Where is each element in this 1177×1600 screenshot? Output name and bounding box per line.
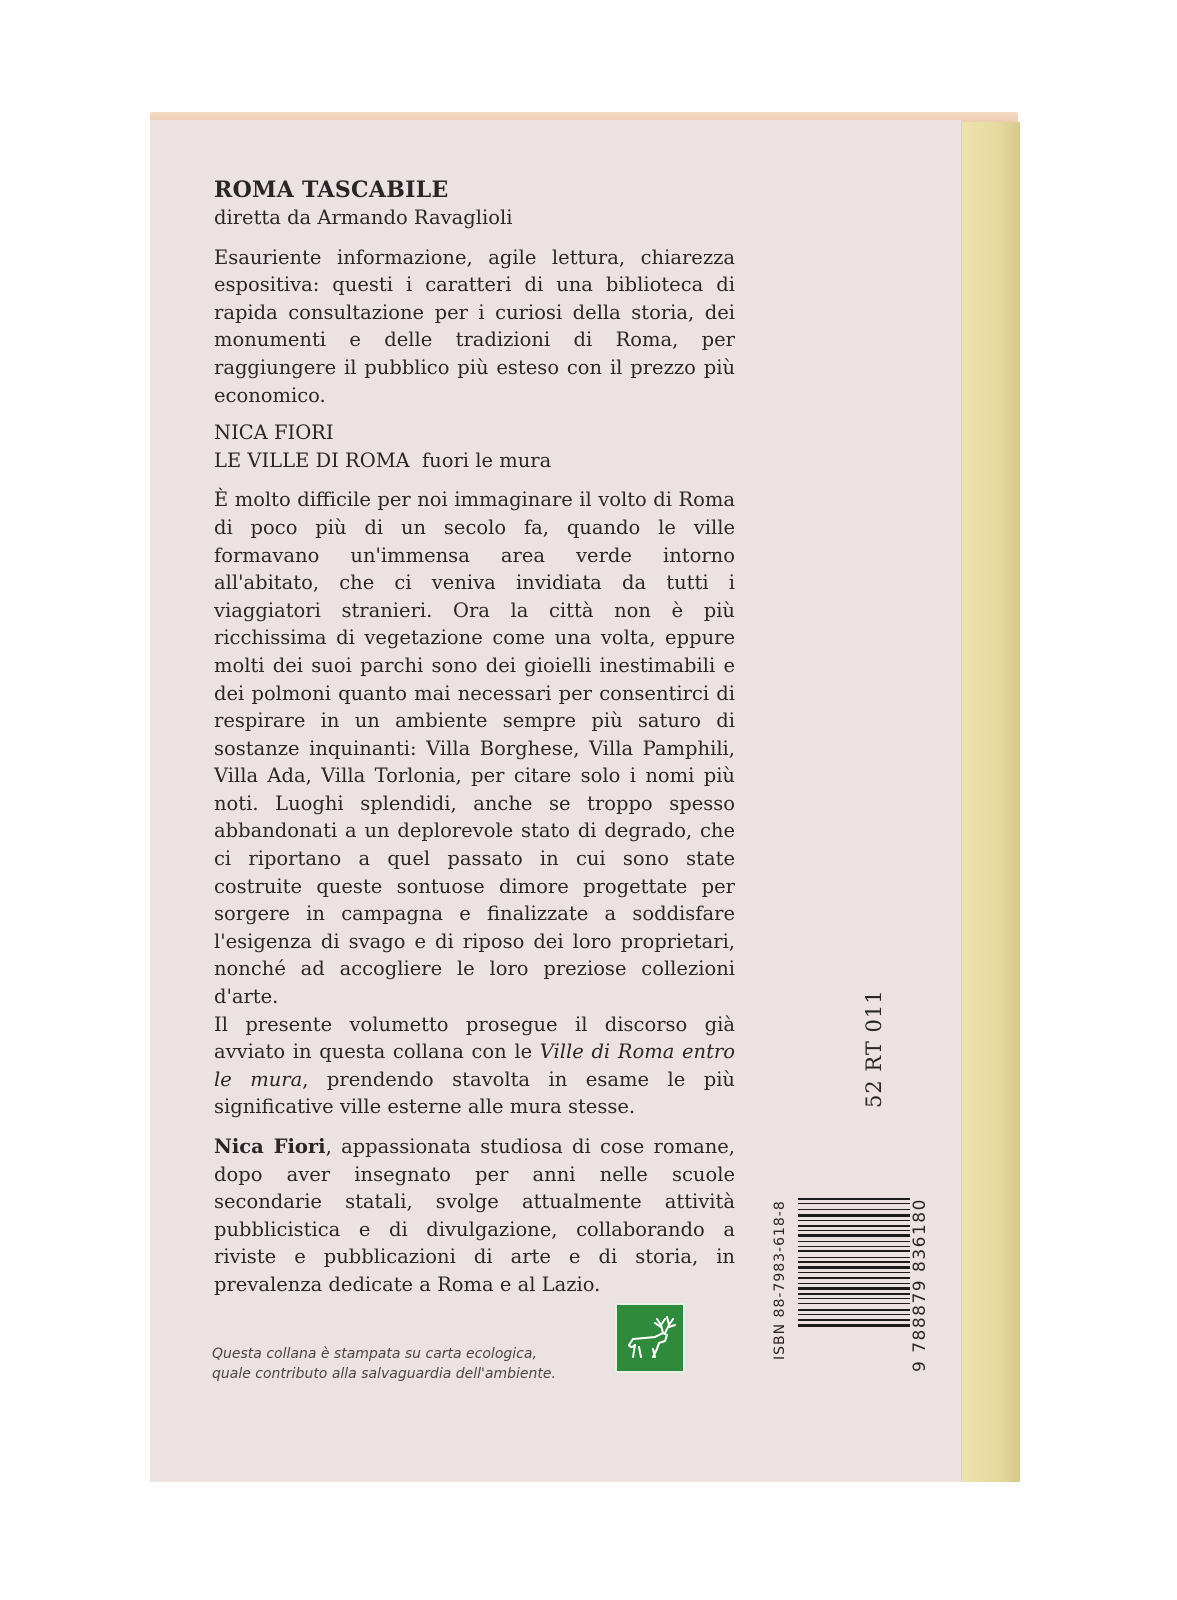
barcode-bar	[798, 1203, 910, 1204]
barcode-bar	[798, 1198, 910, 1200]
book-subtitle: fuori le mura	[421, 448, 552, 472]
cover-text	[214, 176, 735, 1299]
barcode-bar	[798, 1209, 910, 1210]
referenced-book-title: Ville di Roma entro le mura	[214, 1040, 735, 1091]
barcode-bar	[798, 1220, 910, 1221]
bio-text: , appassionata studiosa di cose romane, dopo aver insegnato per anni nelle scuole secondarie statali, svolge attualmente attività pubblicistica e di divulgazione, collaborando a riviste e pubblicazioni di arte e di storia, in prevalenza dedicate a Roma e al Lazio.	[214, 1135, 736, 1296]
barcode-bar	[798, 1246, 910, 1247]
barcode	[798, 1196, 910, 1358]
deer-eco-icon	[615, 1303, 685, 1373]
ean-number: 9 788879 836180	[910, 1198, 930, 1372]
barcode-bar	[798, 1309, 910, 1311]
bio-author-name: Nica Fiori	[214, 1135, 326, 1158]
barcode-bar	[798, 1230, 910, 1231]
description-paragraph-2-start: Il presente volumetto prosegue il discorso già avviato in questa collana con le	[214, 1012, 735, 1064]
barcode-bar	[798, 1250, 910, 1252]
series-editor: diretta da Armando Ravaglioli	[214, 206, 513, 229]
barcode-bar	[798, 1324, 910, 1327]
isbn-number: ISBN 88-7983-618-8	[772, 1200, 788, 1360]
book-page-edge	[962, 122, 1020, 1482]
series-code: 52 RT 011	[862, 989, 886, 1108]
eco-note-line-1: Questa collana è stampata su carta ecologica,	[212, 1346, 537, 1362]
book-title: LE VILLE DI ROMA	[214, 448, 410, 472]
deer-eco-icon-graphic	[617, 1305, 683, 1371]
book-author: NICA FIORI	[214, 421, 334, 445]
barcode-bar	[798, 1277, 910, 1279]
barcode-bar	[798, 1241, 910, 1242]
barcode-bar	[798, 1266, 910, 1269]
description-paragraph-2-end: , prendendo stavolta in esame le più significative ville esterne alle mura stesse.	[214, 1067, 735, 1119]
barcode-bar	[798, 1303, 910, 1304]
barcode-bar	[798, 1214, 910, 1217]
barcode-bar	[798, 1287, 910, 1290]
barcode-bar	[798, 1257, 910, 1258]
barcode-bar	[798, 1293, 910, 1295]
series-title: ROMA TASCABILE	[214, 177, 449, 203]
series-intro: Esauriente informazione, agile lettura, chiarezza espositiva: questi i caratteri di una biblioteca di rapida consultazione per i curiosi della storia, dei monumenti e delle tradizioni di Roma, per raggiungere il pubblico più esteso con il prezzo più economico.	[214, 245, 735, 407]
eco-note-line-2: quale contributo alla salvaguardia dell'ambiente.	[212, 1366, 556, 1382]
barcode-bar	[798, 1272, 910, 1273]
barcode-bar	[798, 1225, 910, 1227]
barcode-bar	[798, 1261, 910, 1263]
eco-note	[212, 1344, 592, 1384]
book-title-line	[214, 447, 735, 475]
barcode-bar	[798, 1283, 910, 1284]
barcode-bar	[798, 1234, 910, 1237]
barcode-bar	[798, 1298, 910, 1299]
description-paragraph-2	[214, 1011, 735, 1121]
barcode-bar	[798, 1319, 910, 1321]
author-bio	[214, 1133, 735, 1299]
barcode-bar	[798, 1314, 910, 1315]
description-paragraph-1: È molto difficile per noi immaginare il volto di Roma di poco più di un secolo fa, quando le ville formavano un'immensa area verde intorno all'abitato, che ci veniva invidiata da tutti i viaggiatori stranieri. Ora la città non è più ricchissima di vegetazione come una volta, eppure molti dei suoi parchi sono dei gioielli inestimabili e dei polmoni quanto mai necessari per consentirci di respirare in un ambiente sempre più saturo di sostanze inquinanti: Villa Borghese, Villa Pamphili, Villa Ada, Villa Torlonia, per citare solo i nomi più noti. Luoghi splendidi, anche se troppo spesso abbandonati a un deplorevole stato di degrado, che ci riportano a quel passato in cui sono state costruite queste sontuose dimore progettate per sorgere in campagna e finalizzate a soddisfare l'esigenza di svago e di riposo dei loro proprietari, nonché ad accogliere le loro preziose collezioni d'arte.	[214, 488, 735, 1009]
